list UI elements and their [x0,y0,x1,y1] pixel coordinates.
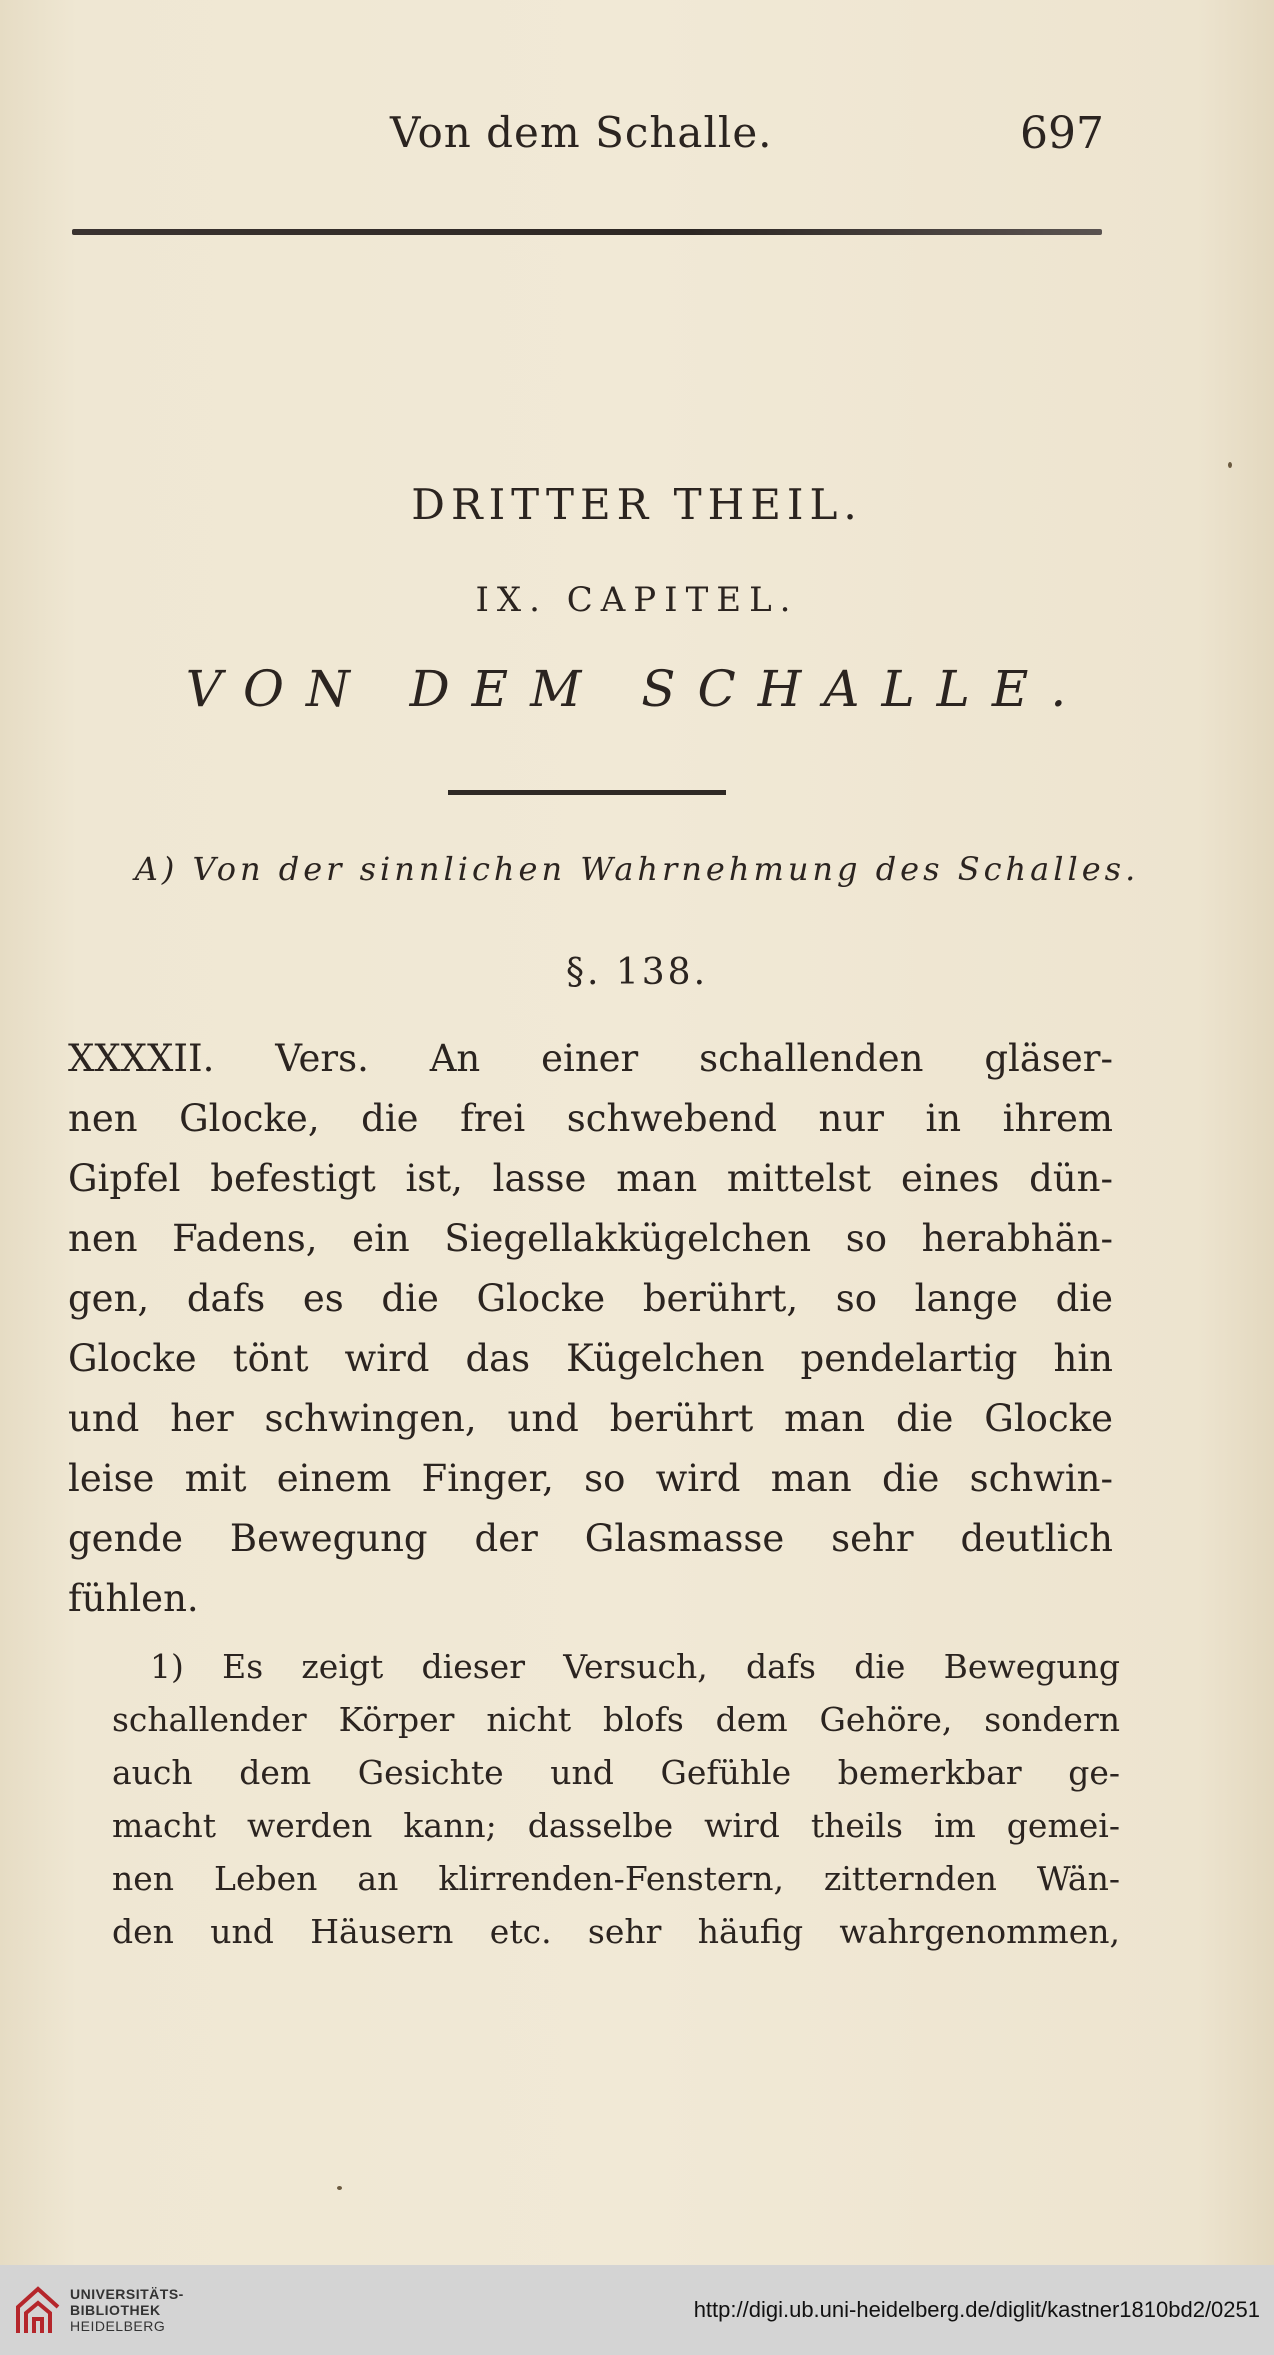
paragraph-number: §. 138. [565,952,709,993]
paper-speck [1228,462,1232,468]
source-url-link[interactable]: http://digi.ub.uni-heidelberg.de/diglit/kastner1810bd2/0251 [693,2297,1260,2322]
body-line: Gipfel befestigt ist, lasse man mittelst eines dün- [68,1157,1113,1200]
paper-speck [337,2186,342,2190]
note-line: 1) Es zeigt dieser Versuch, dafs die Bewegung [150,1647,1120,1686]
body-line: und her schwingen, und berührt man die Glocke [68,1397,1113,1440]
body-line: gende Bewegung der Glasmasse sehr deutlich [68,1517,1113,1560]
body-line: Glocke tönt wird das Kügelchen pendelartig hin [68,1337,1113,1380]
body-line: nen Glocke, die frei schwebend nur in ihrem [68,1097,1113,1140]
chapter-rule [448,790,726,795]
library-name-line: HEIDELBERG [70,2318,166,2334]
note-line: nen Leben an klirrenden-Fenstern, zitternden Wän- [112,1859,1120,1898]
note-line: schallender Körper nicht blofs dem Gehöre, sondern [112,1700,1120,1739]
note-line: auch dem Gesichte und Gefühle bemerkbar ge- [112,1753,1120,1792]
body-line: leise mit einem Finger, so wird man die schwin- [68,1457,1113,1500]
page-number: 697 [1020,108,1104,159]
body-line: fühlen. [68,1577,199,1620]
body-line: XXXXII. Vers. An einer schallenden gläser- [68,1037,1113,1080]
note-line: den und Häusern etc. sehr häufig wahrgenommen, [112,1912,1120,1951]
body-line: nen Fadens, ein Siegellakkügelchen so herabhän- [68,1217,1113,1260]
library-name [70,2286,184,2334]
library-name-line: UNIVERSITÄTS- [70,2286,184,2302]
note-line: macht werden kann; dasselbe wird theils im gemei- [112,1806,1120,1845]
section-heading: A) Von der sinnlichen Wahrnehmung des Schalles. [134,850,1140,888]
body-line: gen, dafs es die Glocke berührt, so lange die [68,1277,1113,1320]
part-title: DRITTER THEIL. [411,480,863,529]
header-rule [72,229,1102,235]
library-logo-icon [14,2285,62,2337]
footer-bar [0,2265,1274,2355]
library-name-line: BIBLIOTHEK [70,2302,161,2318]
chapter-number: IX. CAPITEL. [475,580,799,620]
running-title: Von dem Schalle. [390,108,773,157]
chapter-subject: VON DEM SCHALLE. [185,660,1089,718]
